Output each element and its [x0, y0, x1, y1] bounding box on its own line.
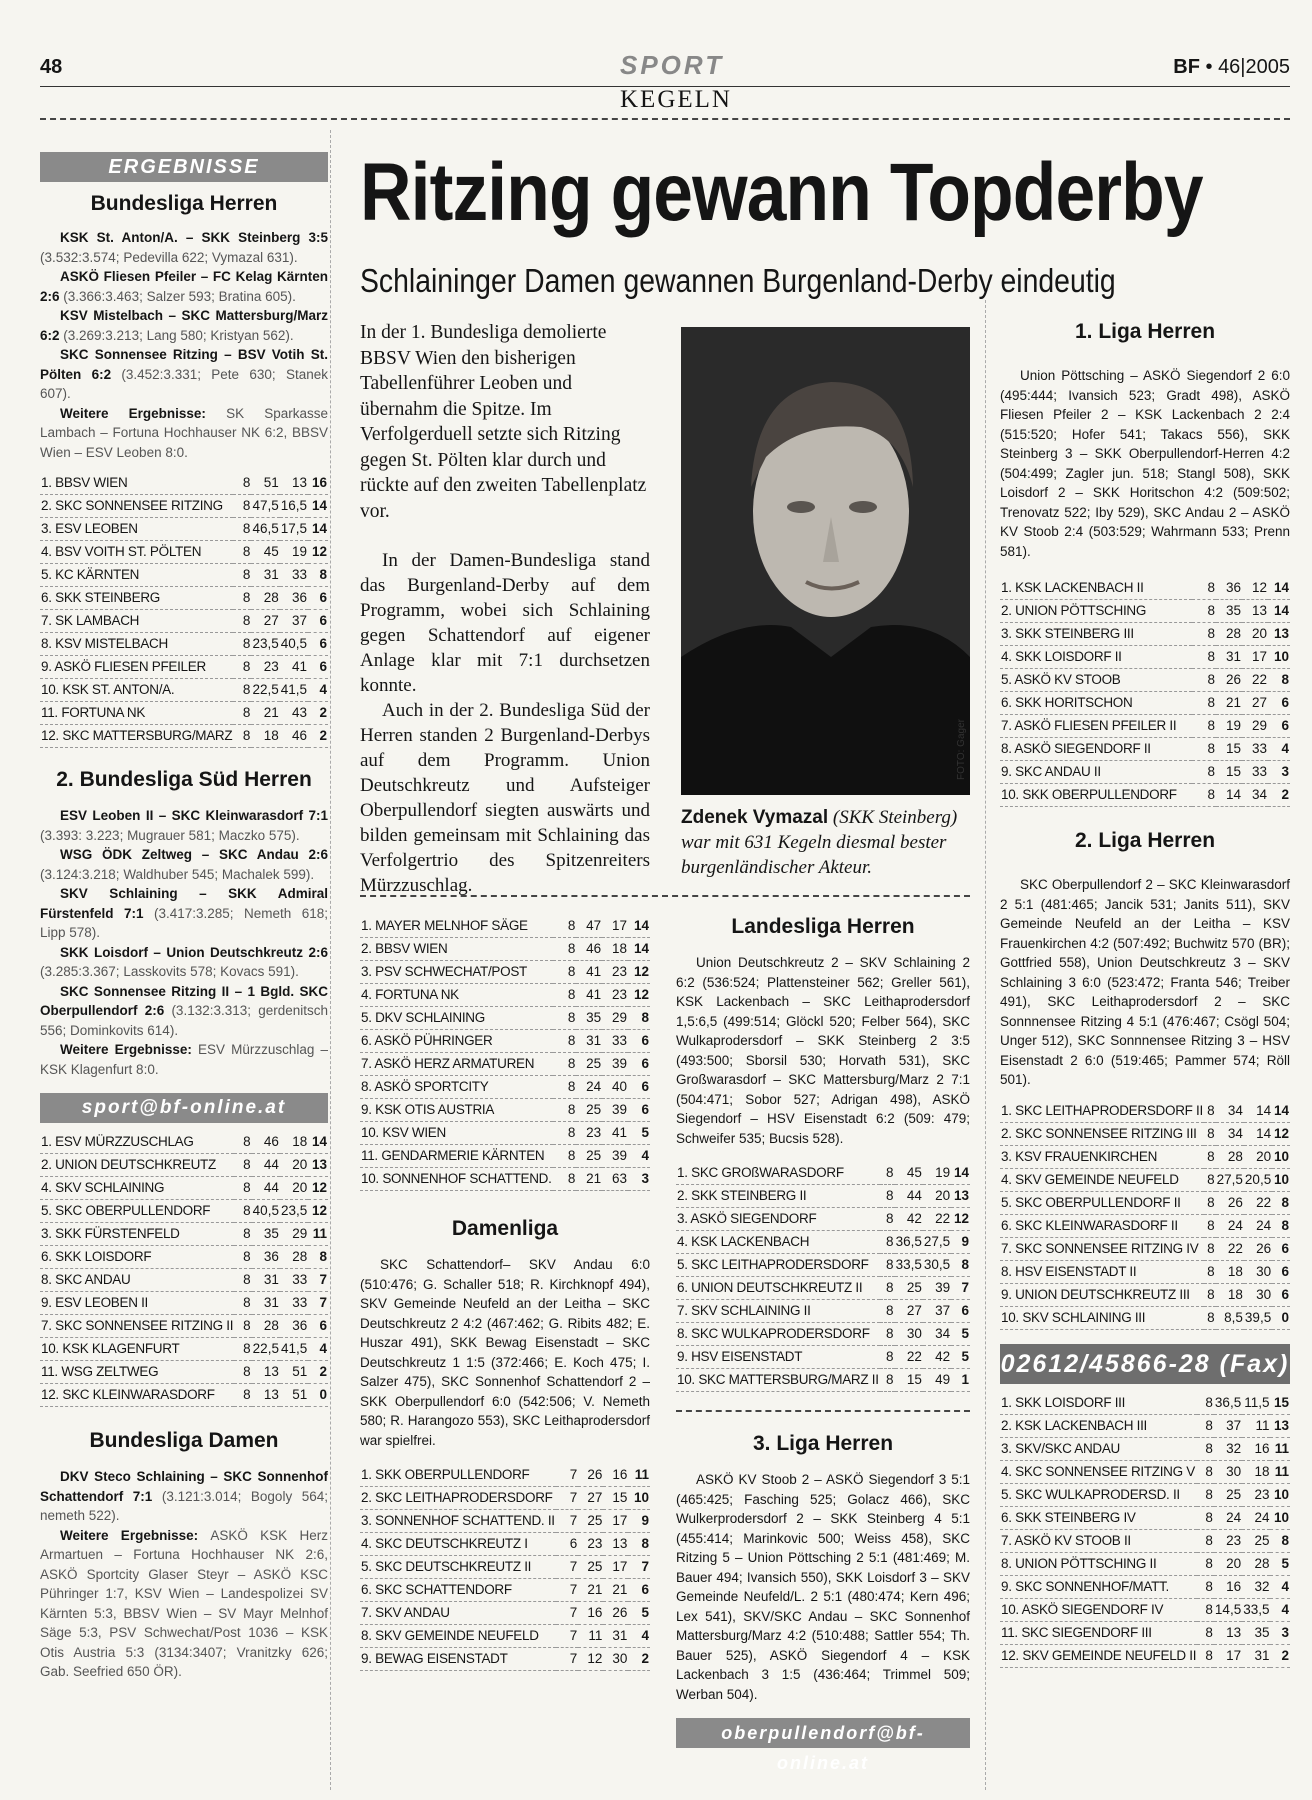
result-item: WSG ÖDK Zeltweg – SKC Andau 2:6 (3.124:3.218; Waldhuber 545; Machalek 599). [40, 847, 328, 882]
standings-table [360, 915, 650, 1191]
result-item: SKV Schlaining – SKK Admiral Fürstenfeld 7:1 (3.417:3.285; Nemeth 618; Lipp 578). [40, 886, 328, 940]
table-row: 11. GENDARMERIE KÄRNTEN 8 25 39 4 [360, 1145, 650, 1168]
result-item: KSV Mistelbach – SKC Mattersburg/Marz 6:2 (3.269:3.213; Lang 580; Kristyan 562). [40, 308, 328, 343]
table-row: 2. SKC SONNENSEE RITZING 8 47,5 16,5 14 [40, 495, 328, 518]
table-row: 5. SKC LEITHAPRODERSDORF 8 33,5 30,5 8 [676, 1254, 970, 1277]
table-row: 2. UNION DEUTSCHKREUTZ 8 44 20 13 [40, 1154, 328, 1177]
table-row: 4. SKC SONNENSEE RITZING V 8 30 18 11 [1000, 1460, 1290, 1483]
table-row: 10. KSK KLAGENFURT 8 22,5 41,5 4 [40, 1338, 328, 1361]
result-item: Weitere Ergebnisse: SK Sparkasse Lambach – Fortuna Hochhauser NK 6:2, BBSV Wien – ESV Leoben 8:0. [40, 405, 328, 460]
result-item: KSK St. Anton/A. – SKK Steinberg 3:5 (3.532:3.574; Pedevilla 622; Vymazal 631). [40, 230, 328, 265]
standings-table [360, 1464, 650, 1671]
standings-table [40, 1131, 328, 1407]
article-divider [360, 895, 970, 897]
table-row: 9. HSV EISENSTADT 8 22 42 5 [676, 1346, 970, 1369]
section-heading: Bundesliga Damen [89, 1429, 279, 1452]
results-text [40, 228, 328, 462]
table-row: 10. SONNENHOF SCHATTEND. 8 21 63 3 [360, 1168, 650, 1191]
table-row: 6. SKC KLEINWARASDORF II 8 24 24 8 [1000, 1214, 1290, 1237]
table-row: 11. FORTUNA NK 8 21 43 2 [40, 702, 328, 725]
table-row: 11. SKC SIEGENDORF III 8 13 35 3 [1000, 1621, 1290, 1644]
table-row: 6. ASKÖ PÜHRINGER 8 31 33 6 [360, 1030, 650, 1053]
table-row: 8. HSV EISENSTADT II 8 18 30 6 [1000, 1260, 1290, 1283]
table-row: 10. KSK ST. ANTON/A. 8 22,5 41,5 4 [40, 679, 328, 702]
table-row: 7. SKV ANDAU 7 16 26 5 [360, 1602, 650, 1625]
table-row: 2. KSK LACKENBACH III 8 37 11 13 [1000, 1414, 1290, 1437]
table-row: 6. SKK STEINBERG 8 28 36 6 [40, 587, 328, 610]
results-banner: ERGEBNISSE [40, 152, 328, 182]
table-row: 3. SONNENHOF SCHATTEND. II 7 25 17 9 [360, 1510, 650, 1533]
section-heading: 1. Liga Herren [1074, 320, 1216, 343]
table-row: 5. SKC WULKAPRODERSD. II 8 25 23 10 [1000, 1483, 1290, 1506]
table-row: 2. UNION PÖTTSCHING 8 35 13 14 [1000, 600, 1290, 623]
header-divider [40, 118, 1290, 120]
table-row: 3. SKK FÜRSTENFELD 8 35 29 11 [40, 1223, 328, 1246]
table-row: 5. SKC OBERPULLENDORF 8 40,5 23,5 12 [40, 1200, 328, 1223]
column-rule [330, 130, 331, 1790]
result-item: ESV Leoben II – SKC Kleinwarasdorf 7:1 (3.393: 3.223; Mugrauer 581; Maczko 575). [40, 808, 328, 843]
table-row: 6. UNION DEUTSCHKREUTZ II 8 25 39 7 [676, 1277, 970, 1300]
table-row: 7. ASKÖ HERZ ARMATUREN 8 25 39 6 [360, 1053, 650, 1076]
article-subtitle: Schlaininger Damen gewannen Burgenland-Derby eindeutig [360, 262, 1116, 299]
table-row: 5. SKC DEUTSCHKREUTZ II 7 25 17 7 [360, 1556, 650, 1579]
standings-table [40, 472, 328, 748]
section-title: SPORT [620, 50, 725, 80]
table-row: 8. SKC ANDAU 8 31 33 7 [40, 1269, 328, 1292]
table-row: 9. ESV LEOBEN II 8 31 33 7 [40, 1292, 328, 1315]
section-heading: Bundesliga Herren [90, 192, 278, 215]
article-lead: In der 1. Bundesliga demolierte BBSV Wien den bisherigen Tabellenführer Leoben und übernahm die Spitze. Im Verfolgerduell setzte sich Ritzing gegen St. Pölten klar durch und rückte auf den zweiten Tabellenplatz vor. [360, 322, 647, 522]
results-text: SKC Oberpullendorf 2 – SKC Kleinwarasdorf 2 5:1 (481:465; Jancik 531; Janits 511), SKV Gemeinde Neufeld an der Leitha – KSV Frauenkirchen 4:2 (507:492; Buchwitz 570 (BR); Gottfried 558), Union Deutschkreutz 3 – SKV Schlaining 3 6:0 (523:472; Franta 546; Treiber 491), SKC Leithaprodersdorf 2 – SKC Sonnnensee Ritzing 4 5:1 (476:467; Csögl 504; Unger 512), SKC Sonnnensee Ritzing 3 – HSV Eisenstadt 2 6:0 (519:465; Pammer 574; Röll 501). [1000, 877, 1290, 1087]
section-heading: 2. Bundesliga Süd Herren [56, 768, 312, 791]
result-item: ASKÖ Fliesen Pfeiler – FC Kelag Kärnten 2:6 (3.366:3.463; Salzer 593; Bratina 605). [40, 269, 328, 304]
table-row: 1. SKK OBERPULLENDORF 7 26 16 11 [360, 1464, 650, 1487]
table-row: 4. SKK LOISDORF II 8 31 17 10 [1000, 646, 1290, 669]
portrait-photo [681, 327, 970, 795]
result-item: SKC Sonnensee Ritzing – BSV Votih St. Pölten 6:2 (3.452:3.331; Pete 630; Stanek 607). [40, 347, 329, 401]
table-row: 1. SKC LEITHAPRODERSDORF II 8 34 14 14 [1000, 1100, 1290, 1123]
table-row: 7. SKC SONNENSEE RITZING IV 8 22 26 6 [1000, 1237, 1290, 1260]
standings-table [676, 1162, 970, 1392]
table-row: 4. BSV VOITH ST. PÖLTEN 8 45 19 12 [40, 541, 328, 564]
result-item: Weitere Ergebnisse: ASKÖ KSK Herz Armartuen – Fortuna Hochhauser NK 2:6, ASKÖ Sportcity Glaser Steyr – ASKÖ KSC Pühringer 1:7, KSV Wien – Landespolizei SV Kärnten 5:3, BBSV Wien – SV Mayr Melnhof Säge 5:3, PSV Schwechat/Post 1036 – KSK Otis Austria 5:3 (3134:3407; Vranitzky 626; Gab. Seefried 650 ÖR). [40, 1527, 328, 1679]
photo-credit: FOTO: Gager [956, 719, 968, 780]
table-row: 7. ASKÖ FLIESEN PFEILER II 8 19 29 6 [1000, 715, 1290, 738]
article-text [360, 320, 650, 898]
left-column [40, 152, 328, 1682]
table-row: 4. SKC DEUTSCHKREUTZ I 6 23 13 8 [360, 1533, 650, 1556]
result-item: SKK Loisdorf – Union Deutschkreutz 2:6 (3.285:3.367; Lasskovits 578; Kovacs 591). [40, 944, 328, 979]
table-row: 3. KSV FRAUENKIRCHEN 8 28 20 10 [1000, 1145, 1290, 1168]
issue-info: BF • 46|2005 [1173, 56, 1290, 78]
table-row: 3. ASKÖ SIEGENDORF 8 42 22 12 [676, 1208, 970, 1231]
table-row: 6. SKK HORITSCHON 8 21 27 6 [1000, 692, 1290, 715]
fax-banner: 02612/45866-28 (Fax) [1000, 1344, 1290, 1384]
results-text: ASKÖ KV Stoob 2 – ASKÖ Siegendorf 3 5:1 (465:425; Fasching 525; Golacz 466), SKC Wulkerprodersdorf 2 – SKK Steinberg 4 5:1 (455:414; Marinkovic 500; Weiss 458), SKC Ritzing 5 – Union Pöttsching 2 5:1 (481:469; M. Bauer 494; Ivansich 550), SKK Loisdorf 3 – SKV Gemeinde Neufeld/L. 2 5:1 (480:474; Kern 496; Lex 541), SKV/SKC Andau – SKC Sonnenhof Mattersburg/Marz 4:2 (510:488; Sattler 554; Th. Bauer 525), ASKÖ Siegendorf 4 – KSK Lackenbach 3 1:5 (436:464; Trimmel 509; Werban 504). [676, 1472, 970, 1702]
column-rule [985, 300, 986, 1790]
table-row: 9. ASKÖ FLIESEN PFEILER 8 23 41 6 [40, 656, 328, 679]
table-row: 10. SKV SCHLAINING III 8 8,5 39,5 0 [1000, 1306, 1290, 1329]
table-row: 5. DKV SCHLAINING 8 35 29 8 [360, 1007, 650, 1030]
section-heading: Damenliga [451, 1217, 559, 1240]
section-heading: 2. Liga Herren [1074, 829, 1216, 852]
table-row: 5. SKC OBERPULLENDORF II 8 26 22 8 [1000, 1191, 1290, 1214]
table-row: 4. KSK LACKENBACH 8 36,5 27,5 9 [676, 1231, 970, 1254]
table-row: 8. KSV MISTELBACH 8 23,5 40,5 6 [40, 633, 328, 656]
table-row: 5. KC KÄRNTEN 8 31 33 8 [40, 564, 328, 587]
result-item: DKV Steco Schlaining – SKC Sonnenhof Schattendorf 7:1 (3.121:3.014; Bogoly 564; nemeth 522). [40, 1469, 328, 1523]
results-text [40, 806, 328, 1079]
article-paragraph: Auch in der 2. Bundesliga Süd der Herren standen 2 Burgenland-Derbys auf dem Programm. Union Deutschkreutz und Aufsteiger Oberpullendorf siegten auswärts und bilden gemeinsam mit Schlaining das Verfolgertrio des Spitzenreiters Mürzzuschlag. [360, 700, 650, 896]
table-row: 7. SK LAMBACH 8 27 37 6 [40, 610, 328, 633]
right-column [1000, 320, 1290, 1668]
table-row: 2. SKK STEINBERG II 8 44 20 13 [676, 1185, 970, 1208]
standings-table [1000, 1100, 1290, 1330]
table-row: 12. SKV GEMEINDE NEUFELD II 8 17 31 2 [1000, 1644, 1290, 1667]
photo-caption: Zdenek Vymazal (SKK Steinberg) war mit 631 Kegeln diesmal bester burgenländischer Akteur. [681, 807, 958, 878]
table-row: 1. SKC GROßWARASDORF 8 45 19 14 [676, 1162, 970, 1185]
table-row: 8. UNION PÖTTSCHING II 8 20 28 5 [1000, 1552, 1290, 1575]
standings-table [1000, 577, 1290, 807]
table-row: 8. SKC WULKAPRODERSDORF 8 30 34 5 [676, 1323, 970, 1346]
table-row: 10. SKC MATTERSBURG/MARZ II 8 15 49 1 [676, 1369, 970, 1392]
table-row: 3. SKK STEINBERG III 8 28 20 13 [1000, 623, 1290, 646]
article-paragraph: In der Damen-Bundesliga stand das Burgenland-Derby auf dem Programm, wobei sich Schlaining gegen Schattendorf auf eigener Anlage klar mit 7:1 durchsetzen konnte. [360, 550, 650, 696]
table-row: 8. ASKÖ SPORTCITY 8 24 40 6 [360, 1076, 650, 1099]
section-heading: 3. Liga Herren [752, 1432, 894, 1455]
results-text [40, 1467, 328, 1682]
article-title: Ritzing gewann Topderby [360, 147, 1203, 238]
table-row: 9. KSK OTIS AUSTRIA 8 25 39 6 [360, 1099, 650, 1122]
table-row: 10. KSV WIEN 8 23 41 5 [360, 1122, 650, 1145]
subsection-title: KEGELN [620, 86, 732, 113]
table-row: 6. SKK STEINBERG IV 8 24 24 10 [1000, 1506, 1290, 1529]
table-row: 1. ESV MÜRZZUSCHLAG 8 46 18 14 [40, 1131, 328, 1154]
table-row: 6. SKK LOISDORF 8 36 28 8 [40, 1246, 328, 1269]
results-text: Union Deutschkreutz 2 – SKV Schlaining 2 6:2 (536:524; Plattensteiner 562; Greller 561), KSK Lackenbach – SKC Leithaprodersdorf 1,5:6,5 (499:514; Glöckl 520; Felber 564), SKC Wulkaprodersdorf – SKK Steinberg 2 3:5 (493:500; Sborsil 530; Horvath 531), SKC Großwarasdorf – SKC Mattersburg/Marz 2 7:1 (504:471; Sobor 527; Adrigan 498), ASKÖ Siegendorf – HSV Eisenstadt 6:2 (509: 479; Schweifer 535; Bucsis 528). [676, 955, 970, 1146]
table-row: 12. SKC KLEINWARASDORF 8 13 51 0 [40, 1384, 328, 1407]
results-text: Union Pöttsching – ASKÖ Siegendorf 2 6:0 (495:444; Ivansich 523; Gradt 498), ASKÖ Fliesen Pfeiler 2 – KSK Lackenbach 2 2:4 (515:520; Hofer 541; Takacs 556), SKK Steinberg 3 – SKK Oberpullendorf-Herren 4:2 (504:499; Zagler jun. 518; Stangl 508), SKK Loisdorf 2 – SKK Horitschon 4:2 (509:502; Trenovatz 522; Iby 529), SKC Andau 2 – ASKÖ KV Stoob 2:4 (503:529; Wahrmann 533; Prenn 581). [1000, 368, 1290, 559]
results-text: SKC Schattendorf– SKV Andau 6:0 (510:476; G. Schaller 518; R. Kirchknopf 494), SKV Gemeinde Neufeld an der Leitha – SKC Deutschkreutz 2 4:2 (467:462; G. Ribits 482; E. Huszar 491), SKK Bewag Eisenstadt – SKC Deutschkreutz 1 1:5 (372:466; E. Koch 475; I. Salzer 475), SKC Sonnenhof Schattendorf 2 – SKK Oberpullendorf 6:0 (542:506; V. Nemeth 580; R. Harangozo 553), SKC Leithaprodersdorf war spielfrei. [360, 1257, 650, 1448]
table-row: 2. BBSV WIEN 8 46 18 14 [360, 938, 650, 961]
table-row: 3. ESV LEOBEN 8 46,5 17,5 14 [40, 518, 328, 541]
table-row: 7. SKV SCHLAINING II 8 27 37 6 [676, 1300, 970, 1323]
section-divider [676, 1410, 970, 1412]
result-item: SKC Sonnensee Ritzing II – 1 Bgld. SKC Oberpullendorf 2:6 (3.132:3.313; gerdenitsch 556; Dominkovits 614). [40, 983, 329, 1038]
table-row: 1. MAYER MELNHOF SÄGE 8 47 17 14 [360, 915, 650, 938]
table-row: 10. ASKÖ SIEGENDORF IV 8 14,5 33,5 4 [1000, 1598, 1290, 1621]
table-row: 4. FORTUNA NK 8 41 23 12 [360, 984, 650, 1007]
table-row: 5. ASKÖ KV STOOB 8 26 22 8 [1000, 669, 1290, 692]
page-header [40, 48, 1290, 88]
table-row: 9. SKC ANDAU II 8 15 33 3 [1000, 761, 1290, 784]
table-row: 10. SKK OBERPULLENDORF 8 14 34 2 [1000, 784, 1290, 807]
table-row: 9. SKC SONNENHOF/MATT. 8 16 32 4 [1000, 1575, 1290, 1598]
mid-right-column [676, 915, 970, 1773]
table-row: 9. BEWAG EISENSTADT 7 12 30 2 [360, 1648, 650, 1671]
table-row: 1. SKK LOISDORF III 8 36,5 11,5 15 [1000, 1392, 1290, 1415]
table-row: 1. KSK LACKENBACH II 8 36 12 14 [1000, 577, 1290, 600]
table-row: 6. SKC SCHATTENDORF 7 21 21 6 [360, 1579, 650, 1602]
table-row: 7. SKC SONNENSEE RITZING II 8 28 36 6 [40, 1315, 328, 1338]
table-row: 12. SKC MATTERSBURG/MARZ 8 18 46 2 [40, 725, 328, 748]
table-row: 4. SKV GEMEINDE NEUFELD 8 27,5 20,5 10 [1000, 1168, 1290, 1191]
result-item: Weitere Ergebnisse: ESV Mürzzuschlag – KSK Klagenfurt 8:0. [40, 1042, 328, 1077]
table-row: 11. WSG ZELTWEG 8 13 51 2 [40, 1361, 328, 1384]
table-row: 9. UNION DEUTSCHKREUTZ III 8 18 30 6 [1000, 1283, 1290, 1306]
email-banner[interactable]: sport@bf-online.at [40, 1093, 328, 1123]
table-row: 3. SKV/SKC ANDAU 8 32 16 11 [1000, 1437, 1290, 1460]
table-row: 1. BBSV WIEN 8 51 13 16 [40, 472, 328, 495]
table-row: 2. SKC LEITHAPRODERSDORF 7 27 15 10 [360, 1487, 650, 1510]
standings-table [1000, 1392, 1290, 1668]
email-banner[interactable]: oberpullendorf@bf-online.at [676, 1718, 970, 1748]
portrait-illustration [681, 327, 970, 795]
section-heading: Landesliga Herren [731, 915, 915, 938]
page-number: 48 [40, 56, 63, 78]
table-row: 3. PSV SCHWECHAT/POST 8 41 23 12 [360, 961, 650, 984]
table-row: 7. ASKÖ KV STOOB II 8 23 25 8 [1000, 1529, 1290, 1552]
table-row: 8. SKV GEMEINDE NEUFELD 7 11 31 4 [360, 1625, 650, 1648]
table-row: 2. SKC SONNENSEE RITZING III 8 34 14 12 [1000, 1122, 1290, 1145]
mid-left-column [360, 915, 650, 1671]
table-row: 4. SKV SCHLAINING 8 44 20 12 [40, 1177, 328, 1200]
table-row: 8. ASKÖ SIEGENDORF II 8 15 33 4 [1000, 738, 1290, 761]
